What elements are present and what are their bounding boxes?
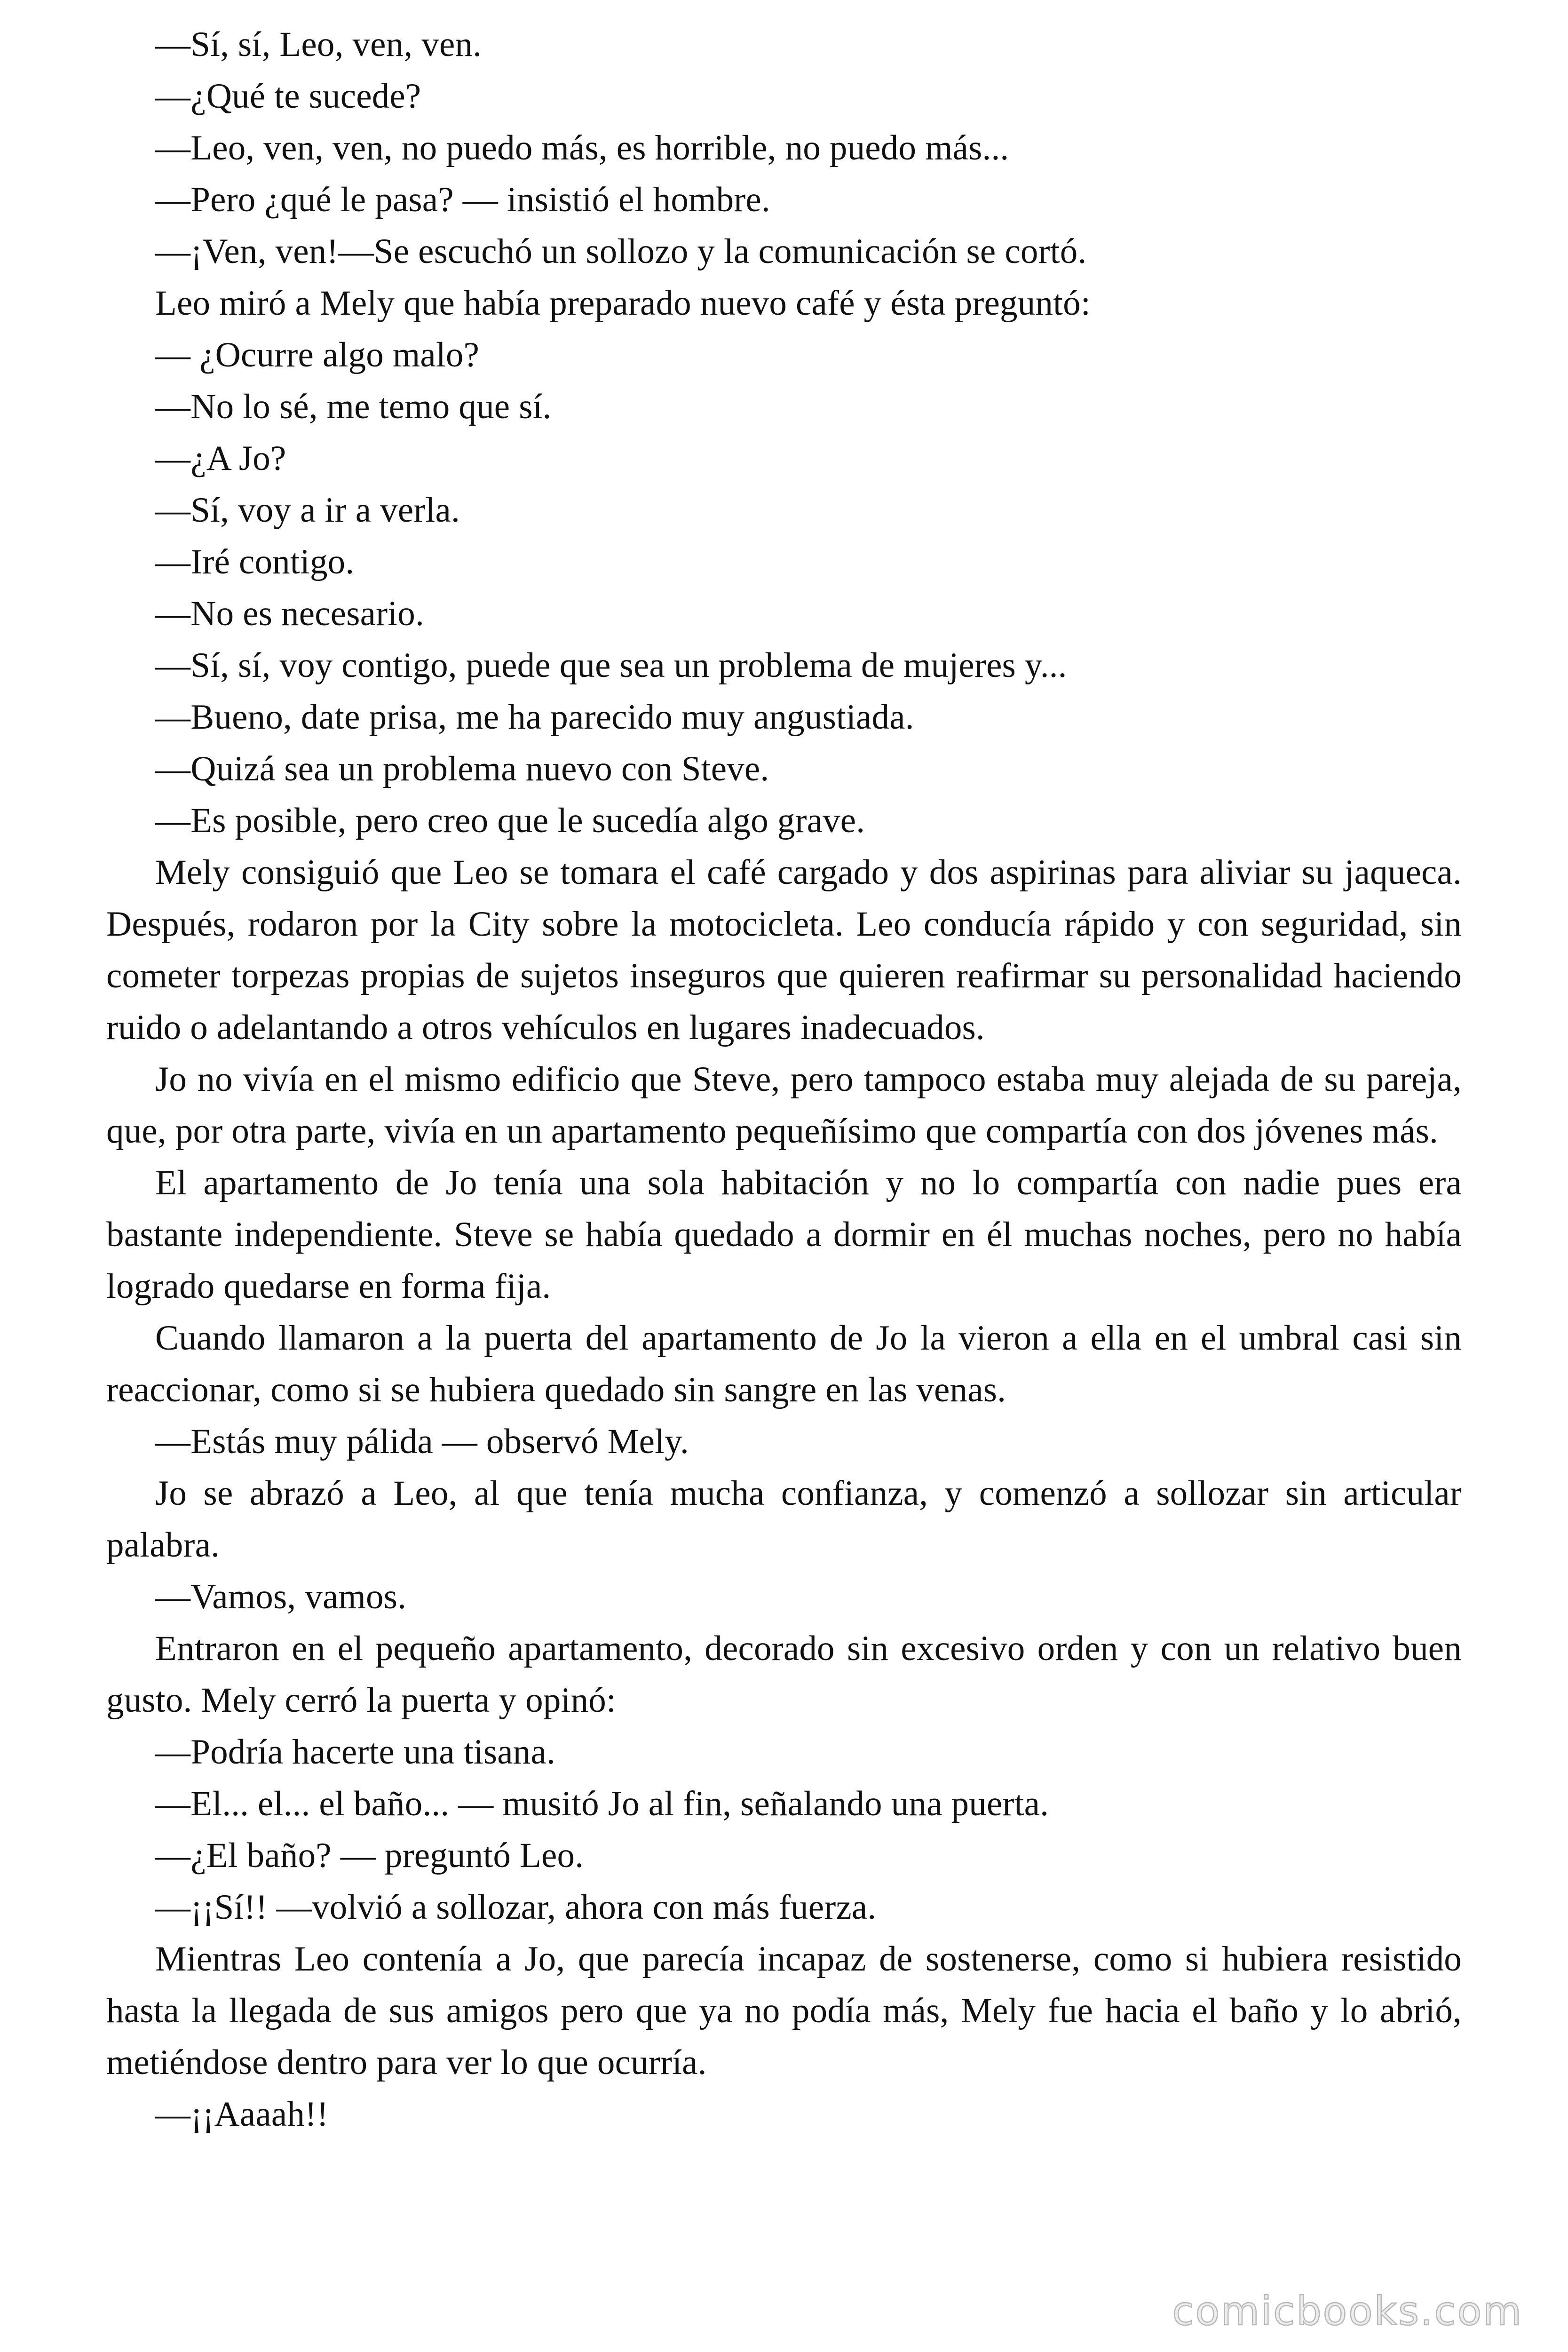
paragraph: Mely consiguió que Leo se tomara el café cargado y dos aspirinas para aliviar su jaqueca. Después, rodaron por la City sobre la motocicleta. Leo conducía rápido y con seguridad, sin cometer torpezas propias de sujetos inseguros que quieren reafirmar su personalidad haciendo ruido o adelantando a otros vehículos en lugares inadecuados.	[106, 853, 1462, 1047]
paragraph: —Podría hacerte una tisana.	[155, 1732, 555, 1772]
paragraph: — ¿Ocurre algo malo?	[155, 335, 480, 374]
paragraph: —Sí, voy a ir a verla.	[155, 491, 460, 530]
paragraph: —¡¡Aaaah!!	[155, 2095, 329, 2134]
paragraph: —¿A Jo?	[155, 439, 286, 478]
paragraph: —El... el... el baño... — musitó Jo al fin, señalando una puerta.	[155, 1784, 1049, 1823]
watermark: comicbooks.com	[1172, 2288, 1523, 2334]
paragraph: —No lo sé, me temo que sí.	[155, 387, 552, 426]
paragraph: Cuando llamaron a la puerta del apartamento de Jo la vieron a ella en el umbral casi sin reaccionar, como si se hubiera quedado sin sangre en las venas.	[106, 1319, 1462, 1409]
paragraph: —¿Qué te sucede?	[155, 77, 421, 116]
book-page	[106, 19, 1462, 2140]
paragraph: El apartamento de Jo tenía una sola habitación y no lo compartía con nadie pues era bastante independiente. Steve se había quedado a dormir en él muchas noches, pero no había logrado quedarse en forma fija.	[106, 1163, 1462, 1306]
paragraph: —Es posible, pero creo que le sucedía algo grave.	[155, 801, 865, 840]
paragraph: —¡¡Sí!! —volvió a sollozar, ahora con más fuerza.	[155, 1888, 877, 1927]
paragraph: Jo se abrazó a Leo, al que tenía mucha confianza, y comenzó a sollozar sin articular palabra.	[106, 1474, 1462, 1565]
paragraph: —Sí, sí, Leo, ven, ven.	[155, 25, 482, 64]
paragraph: —Leo, ven, ven, no puedo más, es horrible, no puedo más...	[155, 128, 1009, 167]
paragraph: —Iré contigo.	[155, 542, 355, 581]
paragraph: Jo no vivía en el mismo edificio que Steve, pero tampoco estaba muy alejada de su pareja, que, por otra parte, vivía en un apartamento pequeñísimo que compartía con dos jóvenes más.	[106, 1060, 1462, 1151]
paragraph: —Vamos, vamos.	[155, 1577, 407, 1616]
paragraph: —Quizá sea un problema nuevo con Steve.	[155, 749, 769, 788]
paragraph: —Sí, sí, voy contigo, puede que sea un problema de mujeres y...	[155, 646, 1067, 685]
paragraph: Mientras Leo contenía a Jo, que parecía incapaz de sostenerse, como si hubiera resistido hasta la llegada de sus amigos pero que ya no podía más, Mely fue hacia el baño y lo abrió, metiéndose dentro para ver lo que ocurría.	[106, 1939, 1462, 2082]
paragraph: —Pero ¿qué le pasa? — insistió el hombre.	[155, 180, 770, 219]
paragraph: —¿El baño? — preguntó Leo.	[155, 1836, 584, 1875]
paragraph: Entraron en el pequeño apartamento, decorado sin excesivo orden y con un relativo buen gusto. Mely cerró la puerta y opinó:	[106, 1629, 1462, 1720]
paragraph: Leo miró a Mely que había preparado nuevo café y ésta preguntó:	[155, 284, 1091, 323]
paragraph: —Bueno, date prisa, me ha parecido muy angustiada.	[155, 698, 914, 737]
paragraph: —Estás muy pálida — observó Mely.	[155, 1422, 689, 1461]
paragraph: —¡Ven, ven!—Se escuchó un sollozo y la comunicación se cortó.	[155, 232, 1087, 271]
paragraph: —No es necesario.	[155, 594, 424, 633]
